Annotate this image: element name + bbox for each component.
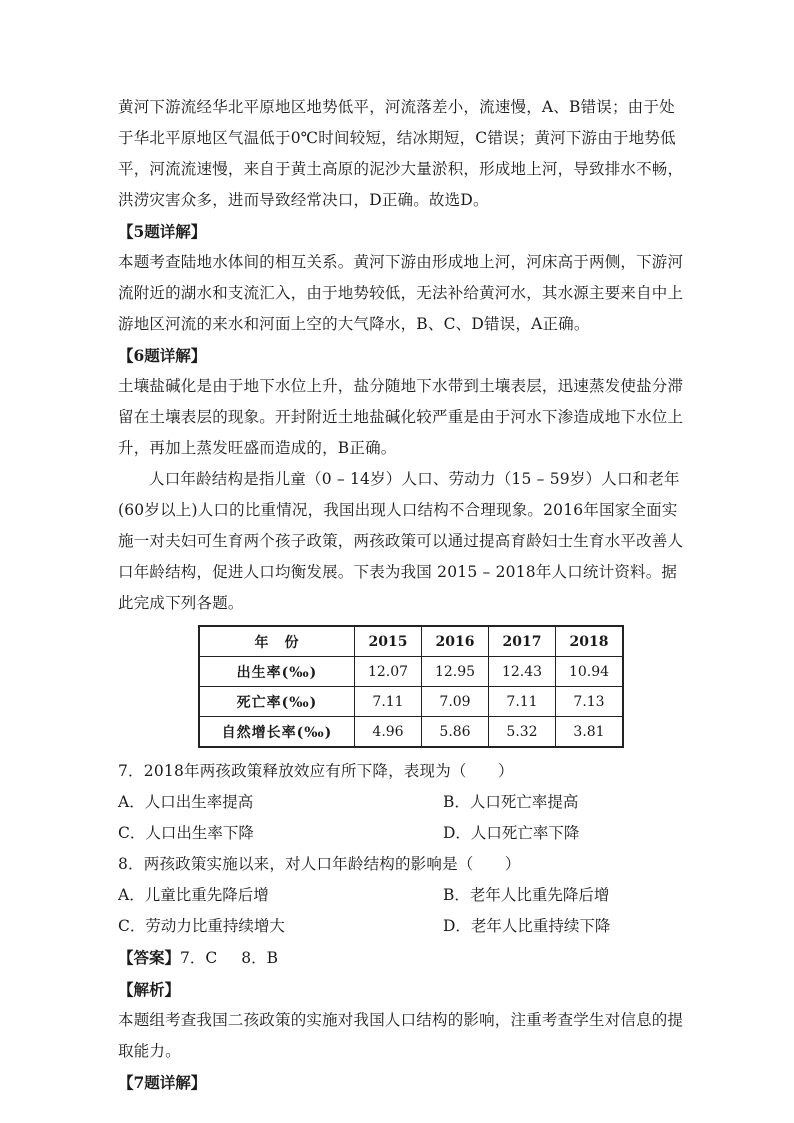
table-row: [199, 687, 623, 717]
table-cell: 12.95: [422, 657, 489, 687]
table-header-cell: 2015: [355, 626, 422, 657]
question-8-stem: 8．两孩政策实施以来，对人口年龄结构的影响是（ ）: [118, 855, 521, 873]
table-cell: 4.96: [355, 717, 422, 748]
table-header-cell: 2018: [556, 626, 624, 657]
table-header-cell: 年 份: [199, 626, 355, 657]
table-cell: 12.43: [489, 657, 556, 687]
population-table: [198, 625, 624, 748]
answer-7: 7．C: [180, 949, 218, 967]
section-5-text: 本题考查陆地水体间的相互关系。黄河下游由形成地上河，河床高于两侧，下游河流附近的湖水和支流汇入，由于地势较低，无法补给黄河水，其水源主要来自中上游地区河流的来水和河面上空的大气降水，B、C、D错误，A正确。: [118, 253, 684, 333]
table-row: [199, 717, 623, 748]
table-cell: 5.86: [422, 717, 489, 748]
table-row: [199, 657, 623, 687]
option-d: D．人口死亡率下降: [443, 824, 580, 842]
table-cell: 7.13: [556, 687, 624, 717]
option-b: B．老年人比重先降后增: [443, 886, 610, 904]
question-7-options: [118, 787, 688, 849]
population-table-wrapper: [198, 625, 688, 748]
option-a: A．人口出生率提高: [118, 793, 254, 811]
population-intro: 人口年龄结构是指儿童（0 – 14岁）人口、劳动力（15 – 59岁）人口和老年(60岁以上)人口的比重情况，我国出现人口结构不合理现象。2016年国家全面实施一对夫妇可生育两个孩子政策，两孩政策可以通过提高育龄妇士生育水平改善人口年龄结构，促进人口均衡发展。下表为我国 2015 – 2018年人口统计资料。据此完成下列各题。: [118, 470, 684, 612]
table-header-cell: 2017: [489, 626, 556, 657]
section-7-heading: 【7题详解】: [118, 1073, 207, 1092]
answer-8: 8．B: [241, 949, 279, 967]
document-page: [118, 92, 688, 1098]
option-a: A．儿童比重先降后增: [118, 886, 269, 904]
question-7-stem: 7．2018年两孩政策释放效应有所下降，表现为（ ）: [118, 762, 514, 780]
analysis-heading: 【解析】: [118, 980, 181, 999]
table-cell: 死亡率(‰): [199, 687, 355, 717]
table-cell: 12.07: [355, 657, 422, 687]
table-cell: 7.11: [355, 687, 422, 717]
section-6-text: 土壤盐碱化是由于地下水位上升，盐分随地下水带到土壤表层，迅速蒸发使盐分滞留在土壤表层的现象。开封附近土地盐碱化较严重是由于河水下渗造成地下水位上升，再加上蒸发旺盛而造成的，B正确。: [118, 377, 684, 457]
table-cell: 出生率(‰): [199, 657, 355, 687]
option-d: D．老年人比重持续下降: [443, 917, 611, 935]
question-8-options: [118, 880, 688, 942]
table-cell: 10.94: [556, 657, 624, 687]
table-cell: 5.32: [489, 717, 556, 748]
table-cell: 7.09: [422, 687, 489, 717]
section-5-heading: 【5题详解】: [118, 222, 207, 241]
analysis-text: 本题组考查我国二孩政策的实施对我国人口结构的影响，注重考查学生对信息的提取能力。: [118, 1011, 684, 1060]
paragraph-q4-explanation: 黄河下游流经华北平原地区地势低平，河流落差小，流速慢，A、B错误；由于处于华北平原地区气温低于0℃时间较短，结冰期短，C错误；黄河下游由于地势低平，河流流速慢，来自于黄土高原的泥沙大量淤积，形成地上河，导致排水不畅，洪涝灾害众多，进而导致经常决口，D正确。故选D。: [118, 98, 684, 209]
answer-line: [118, 942, 688, 974]
option-c: C．人口出生率下降: [118, 824, 254, 842]
option-c: C．劳动力比重持续增大: [118, 917, 285, 935]
table-cell: 7.11: [489, 687, 556, 717]
answer-label: 【答案】: [118, 948, 181, 967]
table-cell: 3.81: [556, 717, 624, 748]
table-header-cell: 2016: [422, 626, 489, 657]
table-cell: 自然增长率(‰): [199, 717, 355, 748]
option-b: B．人口死亡率提高: [443, 793, 579, 811]
section-6-heading: 【6题详解】: [118, 346, 207, 365]
table-header-row: [199, 626, 623, 657]
